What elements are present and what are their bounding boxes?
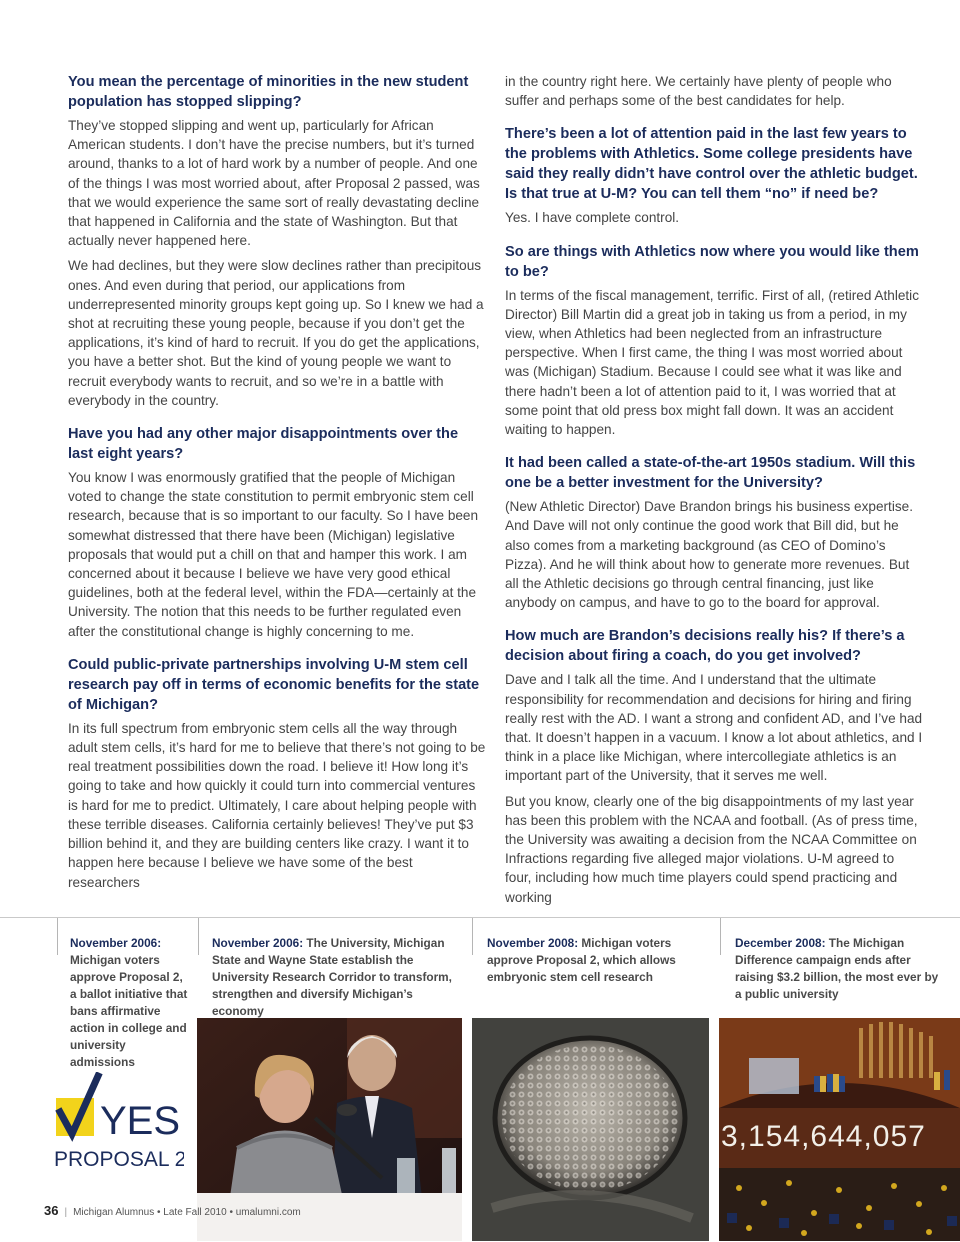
interview-answer: In its full spectrum from embryonic stem cells all the way through adult stem cells, it’s hard for me to believe that there’s not going to be real treatment possibilities down the road. I believe it! How long it’s going to take and how quickly it could turn into commercial ventures is hard for me to predict. Ultimately, I care about helping people with these terrible diseases. California certainly believes! They’ve put $3 billion behind it, and they are building centers like crazy. I want it to happen here because I believe we have some of the best researchers	[68, 720, 486, 890]
interview-question: You mean the percentage of minorities in the new student population has stopped slipping?	[68, 74, 469, 110]
interview-answer: You know I was enormously gratified that the people of Michigan voted to change the state constitution to permit embryonic stem cell research, because that is so important to our faculty. So I have been somewhat distressed that there have been (Michigan) legislative proposals that would put a chill on that and hamper this work. I am concerned about it because I believe we have very good ethical guidelines, both at the federal level, within the FDA—certainly at the University. The notion that this needs to be further regulated even after the constitutional change is highly concerning to me.	[68, 470, 479, 639]
publication-info: Michigan Alumnus • Late Fall 2010 • umalumni.com	[73, 1207, 301, 1218]
interview-answer: (New Athletic Director) Dave Brandon brings his business expertise. And Dave will not only continue the good work that Bill did, but he also comes from a marketing background (as CEO of Domino’s Pizza). And he will think about how to generate more revenues. But all the Athletic decisions go through central financing, just like anybody on campus, and have to go to the board for approval.	[505, 499, 913, 611]
timeline-text: Michigan voters approve Proposal 2, a ballot initiative that bans affirmative action in college and university admissions	[70, 953, 188, 1069]
timeline-date: December 2008:	[735, 936, 826, 950]
interview-question: So are things with Athletics now where you would like them to be?	[505, 243, 919, 280]
photo-campaign-celebration	[719, 1018, 960, 1241]
timeline-item-stem-cell	[487, 935, 707, 986]
interview-question: It had been called a state-of-the-art 1950s stadium. Will this one be a better investment for the University?	[505, 455, 916, 492]
campaign-total-numbers: 3,154,644,057	[721, 1120, 926, 1153]
timeline-divider	[720, 918, 721, 955]
interview-question: There’s been a lot of attention paid in the last few years to the problems with Athletics. Some college presidents have said they really didn’t have control over the athletic budget. Is that true at U-M? You can tell them “no” if need be?	[505, 126, 918, 203]
left-column	[68, 72, 486, 898]
interview-answer: But you know, clearly one of the big disappointments of my last year has been this problem with the NCAA and football. (As of press time, the University was awaiting a decision from the NCAA Committee on Infractions regarding five alleged major violations. U-M agreed to four, including how much time players could spend practicing and working	[505, 793, 918, 905]
yes-text: YES	[100, 1099, 181, 1143]
interview-answer: in the country right here. We certainly have plenty of people who suffer and perhaps some of the best candidates for help.	[505, 74, 892, 109]
interview-answer: Yes. I have complete control.	[505, 210, 680, 226]
timeline-divider	[57, 918, 58, 955]
interview-question: Could public-private partnerships involving U-M stem cell research pay off in terms of economic benefits for the state of Michigan?	[68, 656, 480, 713]
timeline-divider	[198, 918, 199, 955]
timeline-date: November 2006:	[212, 936, 304, 950]
celebration-illustration	[719, 1018, 960, 1241]
timeline-date: November 2006:	[70, 936, 162, 950]
interview-answer: Dave and I talk all the time. And I understand that the ultimate responsibility for recommendation and decisions for hiring and firing really rest with the AD. I want a strong and confident AD, and I’ve had that. It doesn’t happen in a vacuum. I know a lot about athletics, and I think in a place like Michigan, where intercollegiate athletics is an important part of the University, that it serves me well.	[505, 672, 923, 784]
photo-stem-cells	[472, 1018, 709, 1241]
timeline-item-proposal-2-affirmative-action	[70, 935, 192, 1071]
timeline-item-research-corridor	[212, 935, 464, 1020]
timeline-divider	[472, 918, 473, 955]
stem-cell-micrograph	[472, 1018, 709, 1241]
interview-question: Have you had any other major disappointments over the last eight years?	[68, 426, 459, 463]
page-number: 36	[44, 1203, 59, 1218]
page-footer	[44, 1203, 301, 1218]
footer-separator: |	[64, 1207, 68, 1218]
proposal-text: PROPOSAL 2	[54, 1148, 184, 1171]
interview-question: How much are Brandon’s decisions really his? If there’s a decision about firing a coach, do you get involved?	[505, 628, 905, 665]
interview-answer: We had declines, but they were slow declines rather than precipitous ones. And even during that period, our applications from underrepresented minority groups kept going up. So I knew we had a shot at recruiting these young people, because if you don’t get the applications, it’s kind of hard to recruit. If you do get the applications, you have a better shot. But the kind of young people we want to recruit everybody wants to recruit, and so we’re in a battle with everybody in the country.	[68, 258, 484, 408]
interview-answer: In terms of the fiscal management, terrific. First of all, (retired Athletic Director) Bill Martin did a great job in taking us from a period, in my view, when Athletics had been neglected from an infrastructure perspective. When I first came, the thing I was most worried about was (Michigan) Stadium. Because I could see what it was like and there hadn’t been a lot of attention paid to it, I was worried that at some point that old press box might fall down. It was an accident waiting to happen.	[505, 287, 919, 438]
timeline-text: The University, Michigan State and Wayne State establish the University Research Corridor to transform, strengthen and diversify Michigan’s economy	[212, 936, 452, 1018]
yes-checkmark-graphic	[54, 1072, 184, 1172]
timeline-text: Michigan voters approve Proposal 2, which allows embryonic stem cell research	[487, 936, 676, 984]
timeline-text: The Michigan Difference campaign ends after raising $3.2 billion, the most ever by a public university	[735, 936, 939, 1001]
timeline-item-campaign	[735, 935, 945, 1003]
yes-proposal-2-logo	[54, 1072, 184, 1172]
right-column	[505, 72, 923, 913]
interview-answer: They’ve stopped slipping and went up, particularly for African American students. I don’t have the precise numbers, but it’s turned around, thanks to a lot of hard work by a number of people. And one of the things I was most worried about, after Proposal 2 passed, was that we would experience the same sort of really devastating decline that happened in California and the state of Washington. But that actually never happened here.	[68, 118, 480, 249]
timeline-date: November 2008:	[487, 936, 579, 950]
